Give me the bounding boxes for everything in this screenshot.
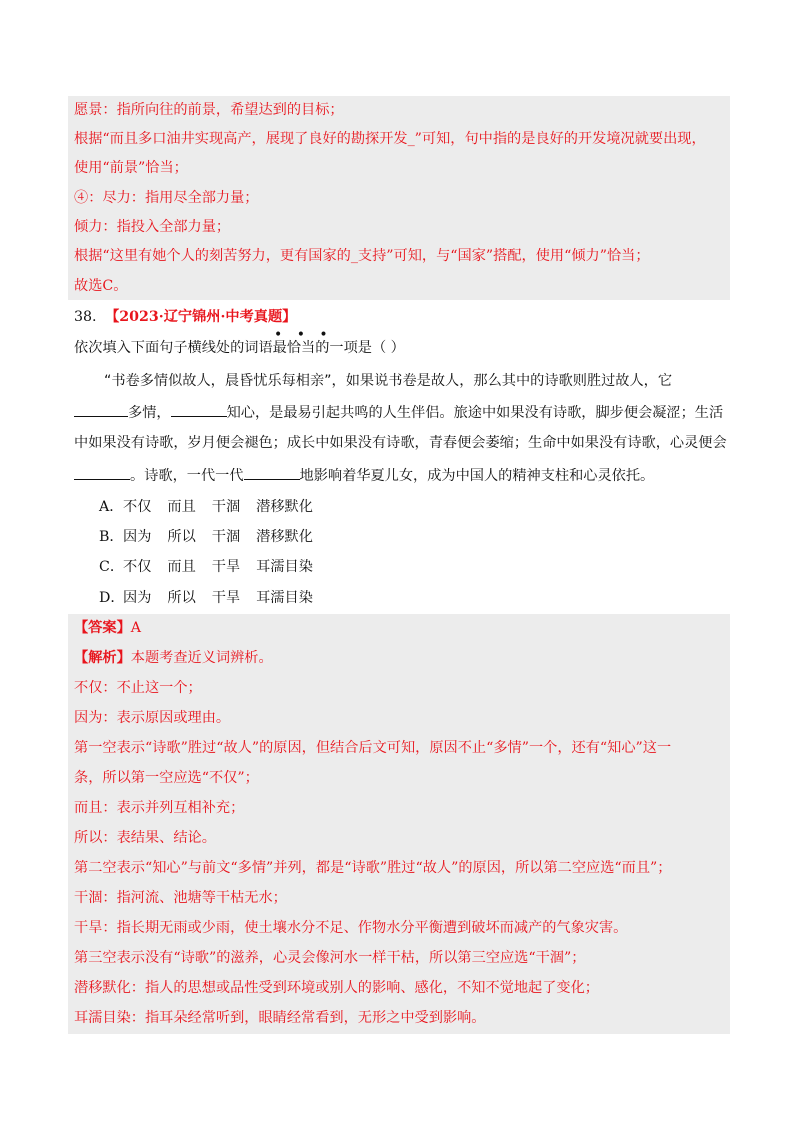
option-a bbox=[99, 497, 329, 517]
option-word: 不仅 bbox=[123, 499, 152, 515]
analysis-line: 第一空表示“诗歌”胜过“故人”的原因，但结合后文可知，原因不止“多情”一个，还有“知心”这一 bbox=[74, 740, 672, 756]
blank-2 bbox=[171, 402, 227, 417]
analysis-line: 干旱：指长期无雨或少雨，使土壤水分不足、作物水分平衡遭到破坏而减产的气象灾害。 bbox=[74, 920, 628, 936]
analysis-line: 根据“这里有她个人的刻苦努力，更有国家的_支持”可知，与“国家”搭配，使用“倾力”恰当； bbox=[74, 248, 650, 264]
option-word: 因为 bbox=[123, 529, 152, 545]
option-b bbox=[99, 527, 329, 547]
passage-text: 多情， bbox=[128, 405, 171, 421]
option-word: 干涸 bbox=[211, 529, 241, 545]
question-stem: 依次填入下面句子横线处的词语最恰当的一项是（ ） bbox=[74, 340, 405, 356]
analysis-line: 根据“而且多口油井实现高产，展现了良好的勘探开发_”可知，句中指的是良好的开发境况就要出现， bbox=[74, 131, 706, 147]
analysis-line: 第三空表示没有“诗歌”的滋养，心灵会像河水一样干枯，所以第三空应选“干涸”； bbox=[74, 950, 586, 966]
analysis-line: 愿景：指所向往的前景，希望达到的目标； bbox=[74, 102, 344, 118]
analysis-line: 潜移默化：指人的思想或品性受到环境或别人的影响、感化，不知不觉地起了变化； bbox=[74, 980, 599, 996]
analysis-tag: 【解析】 bbox=[74, 650, 131, 666]
passage-text: 。诗歌，一代一代 bbox=[130, 468, 244, 484]
question-number: 38. bbox=[74, 309, 97, 325]
option-d bbox=[99, 588, 329, 608]
option-word: 潜移默化 bbox=[256, 529, 313, 545]
option-label: A． bbox=[99, 499, 124, 515]
analysis-line: 不仅：不止这一个； bbox=[74, 680, 202, 696]
analysis-line: 条，所以第一空应选“不仅”； bbox=[74, 770, 259, 786]
option-word: 所以 bbox=[167, 590, 196, 606]
option-label: D． bbox=[99, 590, 125, 606]
option-word: 而且 bbox=[167, 499, 196, 515]
analysis-intro-line bbox=[74, 648, 273, 668]
option-word: 因为 bbox=[123, 590, 152, 606]
blank-4 bbox=[244, 465, 300, 480]
emphasis-dots: • • • bbox=[274, 327, 333, 343]
analysis-line: 耳濡目染：指耳朵经常听到，眼睛经常看到，无形之中受到影响。 bbox=[74, 1010, 486, 1026]
question-header bbox=[74, 307, 296, 327]
answer-line bbox=[74, 618, 141, 638]
analysis-line: 使用“前景”恰当； bbox=[74, 160, 188, 176]
option-word: 干旱 bbox=[211, 559, 241, 575]
option-word: 耳濡目染 bbox=[256, 590, 313, 606]
analysis-line: 倾力：指投入全部力量； bbox=[74, 219, 231, 235]
option-label: B． bbox=[99, 529, 124, 545]
passage-line: 中如果没有诗歌，岁月便会褪色；成长中如果没有诗歌，青春便会萎缩；生命中如果没有诗歌，心灵便会 bbox=[74, 435, 727, 451]
answer-block bbox=[68, 614, 730, 1034]
option-label: C． bbox=[99, 559, 125, 575]
passage-line bbox=[74, 402, 723, 423]
analysis-line: 故选C。 bbox=[74, 278, 128, 294]
option-word: 潜移默化 bbox=[256, 499, 313, 515]
analysis-line: 干涸：指河流、池塘等干枯无水； bbox=[74, 890, 287, 906]
option-word: 干旱 bbox=[211, 590, 241, 606]
answer-value: A bbox=[130, 620, 142, 636]
analysis-line: 第二空表示“知心”与前文“多情”并列，都是“诗歌”胜过“故人”的原因，所以第二空应选“而且”； bbox=[74, 860, 672, 876]
option-word: 干涸 bbox=[211, 499, 241, 515]
blank-3 bbox=[74, 465, 130, 480]
passage-line: “书卷多情似故人，晨昏忧乐每相亲”，如果说书卷是故人，那么其中的诗歌则胜过故人，它 bbox=[104, 373, 673, 389]
analysis-line: ④：尽力：指用尽全部力量； bbox=[74, 190, 259, 206]
analysis-line: 因为：表示原因或理由。 bbox=[74, 710, 231, 726]
blank-1 bbox=[74, 402, 128, 417]
analysis-line: 所以：表结果、结论。 bbox=[74, 830, 216, 846]
passage-text: 地影响着华夏儿女，成为中国人的精神支柱和心灵依托。 bbox=[299, 468, 655, 484]
passage-line bbox=[74, 465, 654, 486]
option-c bbox=[99, 557, 329, 577]
question-source: 【2023·辽宁锦州·中考真题】 bbox=[105, 309, 297, 325]
passage-text: 知心，是最易引起共鸣的人生伴侣。旅途中如果没有诗歌，脚步便会凝涩；生活 bbox=[226, 405, 724, 421]
option-word: 而且 bbox=[167, 559, 196, 575]
option-word: 所以 bbox=[167, 529, 196, 545]
answer-tag: 【答案】 bbox=[74, 620, 131, 636]
analysis-line: 而且：表示并列互相补充； bbox=[74, 800, 245, 816]
option-word: 耳濡目染 bbox=[256, 559, 313, 575]
analysis-intro: 本题考查近义词辨析。 bbox=[130, 650, 273, 666]
option-word: 不仅 bbox=[123, 559, 152, 575]
